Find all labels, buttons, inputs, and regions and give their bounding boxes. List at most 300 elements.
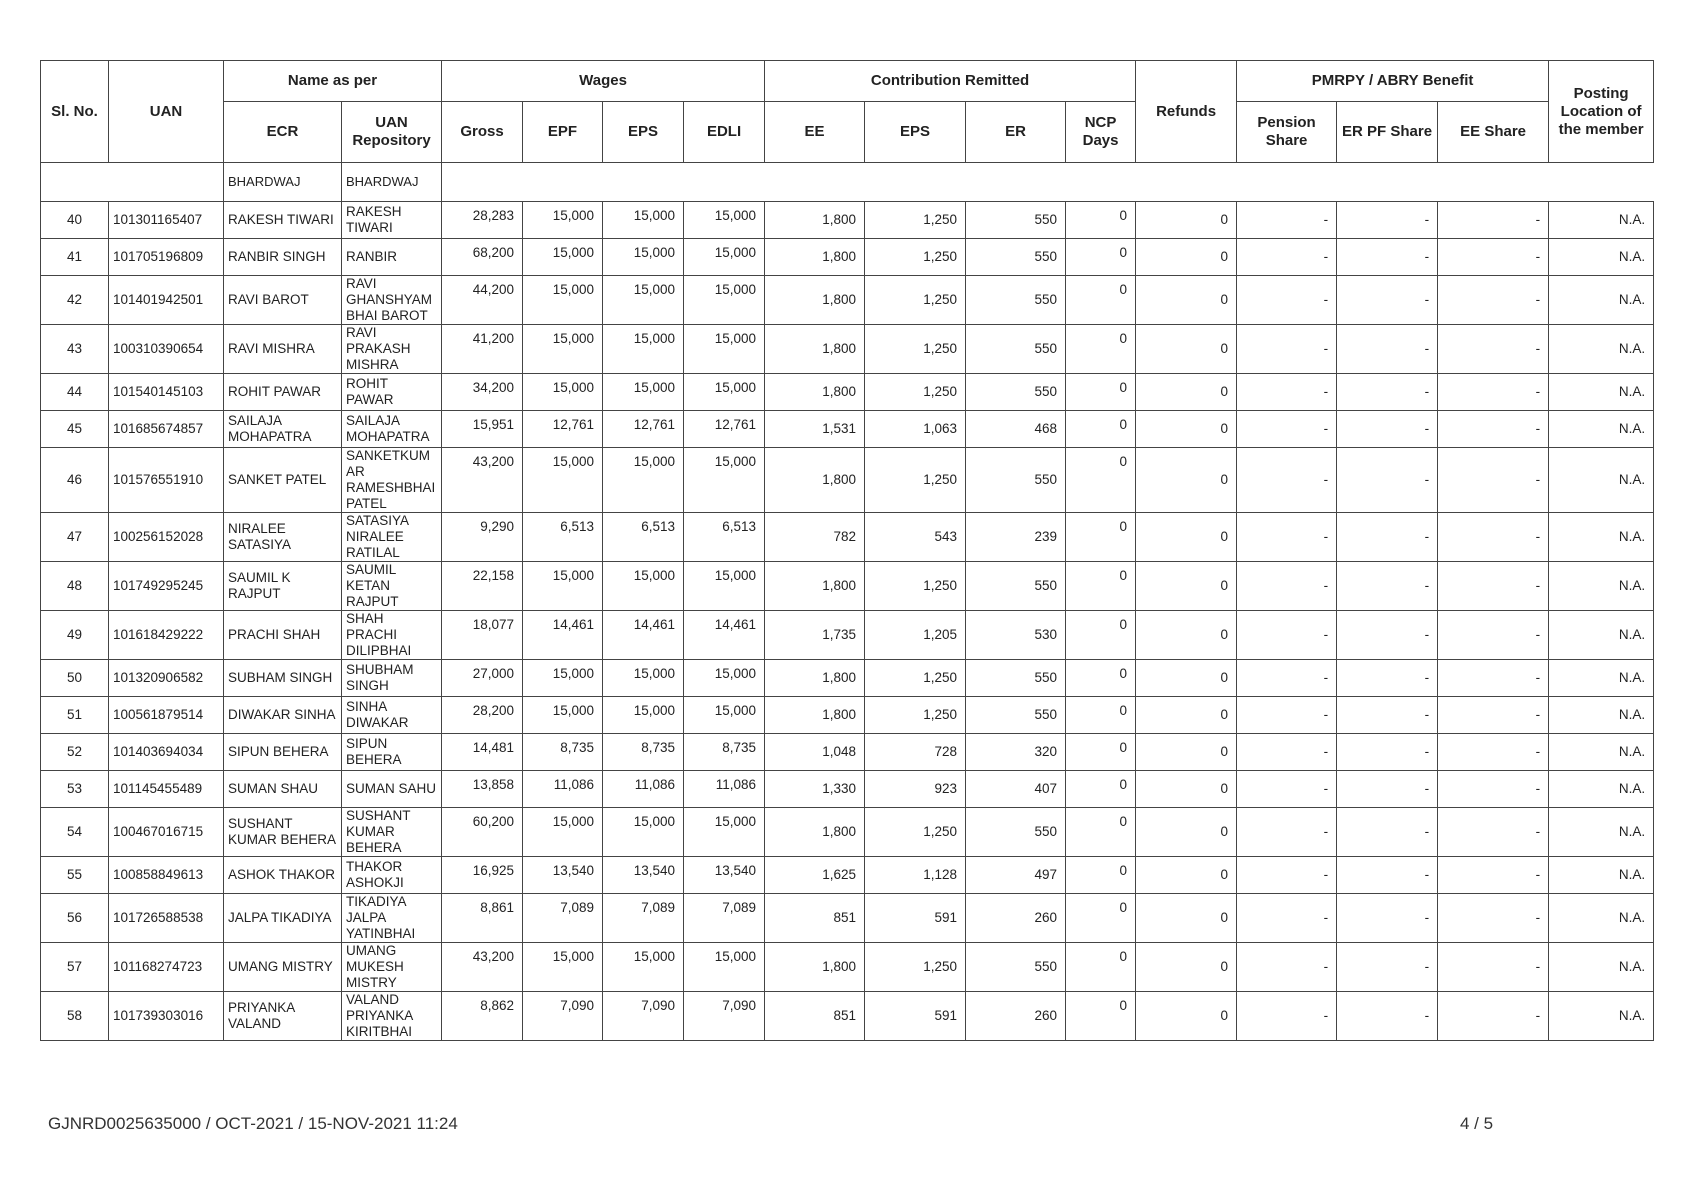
cell-eps-contribution: 591 [865, 894, 966, 943]
cell-ncp-days: 0 [1066, 448, 1136, 513]
cell-er: 550 [966, 943, 1066, 992]
cell-ecr-name: SANKET PATEL [224, 448, 342, 513]
cell-pension-share: - [1237, 448, 1337, 513]
cell-epf: 15,000 [523, 943, 603, 992]
cell-uan: 101726588538 [109, 894, 224, 943]
cell-posting-location: N.A. [1549, 374, 1654, 411]
cell-ee: 1,800 [765, 202, 865, 239]
cell-sl-no: 42 [41, 276, 109, 325]
cell-er: 550 [966, 697, 1066, 734]
cell-refunds: 0 [1136, 660, 1237, 697]
cell-er: 239 [966, 513, 1066, 562]
cell-uan: 101168274723 [109, 943, 224, 992]
cell-eps: 15,000 [603, 239, 684, 276]
cell-ee-share: - [1438, 992, 1549, 1041]
cell-edli: 14,461 [684, 611, 765, 660]
cell-refunds: 0 [1136, 697, 1237, 734]
cell-sl-no: 54 [41, 808, 109, 857]
cell-sl-no: 55 [41, 857, 109, 894]
cell-er-pf-share: - [1337, 894, 1438, 943]
cell-er-pf-share: - [1337, 276, 1438, 325]
cell-ncp-days: 0 [1066, 202, 1136, 239]
cell-pension-share: - [1237, 894, 1337, 943]
cell-refunds: 0 [1136, 894, 1237, 943]
cell-er: 550 [966, 660, 1066, 697]
header-ee-share: EE Share [1438, 102, 1549, 163]
cell-ee-share: - [1438, 697, 1549, 734]
cell-gross: 15,951 [442, 411, 523, 448]
cell-sl-no: 50 [41, 660, 109, 697]
cell-uan: 101540145103 [109, 374, 224, 411]
cell-er-pf-share: - [1337, 411, 1438, 448]
cell-ncp-days: 0 [1066, 992, 1136, 1041]
table-row [41, 239, 1654, 276]
cell-er: 550 [966, 448, 1066, 513]
cell-gross: 14,481 [442, 734, 523, 771]
cell-ee-share: - [1438, 734, 1549, 771]
cell-ee-share: - [1438, 411, 1549, 448]
cell-uan: 101401942501 [109, 276, 224, 325]
cell-epf: 15,000 [523, 325, 603, 374]
cell-eps: 15,000 [603, 943, 684, 992]
cell-refunds: 0 [1136, 611, 1237, 660]
cell-gross: 8,862 [442, 992, 523, 1041]
cell-er-pf-share: - [1337, 697, 1438, 734]
cell-ee: 1,800 [765, 374, 865, 411]
header-pension-share: Pension Share [1237, 102, 1337, 163]
carryover-ecr-name: BHARDWAJ [224, 163, 342, 202]
table-row [41, 202, 1654, 239]
cell-ecr-name: JALPA TIKADIYA [224, 894, 342, 943]
cell-eps-contribution: 1,250 [865, 239, 966, 276]
footer-reference: GJNRD0025635000 / OCT-2021 / 15-NOV-2021 11:24 [48, 1114, 458, 1133]
cell-eps-contribution: 1,063 [865, 411, 966, 448]
cell-edli: 15,000 [684, 325, 765, 374]
cell-edli: 7,089 [684, 894, 765, 943]
cell-ecr-name: NIRALEE SATASIYA [224, 513, 342, 562]
cell-epf: 15,000 [523, 660, 603, 697]
cell-uan-repo-name: SATASIYA NIRALEE RATILAL [342, 513, 442, 562]
cell-pension-share: - [1237, 943, 1337, 992]
cell-gross: 68,200 [442, 239, 523, 276]
cell-er-pf-share: - [1337, 202, 1438, 239]
header-er-pf-share: ER PF Share [1337, 102, 1438, 163]
cell-posting-location: N.A. [1549, 697, 1654, 734]
header-wages: Wages [442, 61, 765, 102]
cell-ee-share: - [1438, 202, 1549, 239]
cell-ee-share: - [1438, 448, 1549, 513]
cell-eps: 13,540 [603, 857, 684, 894]
cell-eps-contribution: 1,250 [865, 325, 966, 374]
cell-epf: 13,540 [523, 857, 603, 894]
carryover-empty [41, 163, 109, 202]
cell-ecr-name: SAILAJA MOHAPATRA [224, 411, 342, 448]
cell-er-pf-share: - [1337, 325, 1438, 374]
cell-refunds: 0 [1136, 411, 1237, 448]
cell-ncp-days: 0 [1066, 734, 1136, 771]
cell-pension-share: - [1237, 325, 1337, 374]
cell-epf: 7,089 [523, 894, 603, 943]
cell-ee: 1,800 [765, 943, 865, 992]
cell-epf: 7,090 [523, 992, 603, 1041]
cell-ee-share: - [1438, 943, 1549, 992]
cell-epf: 14,461 [523, 611, 603, 660]
cell-refunds: 0 [1136, 325, 1237, 374]
cell-pension-share: - [1237, 734, 1337, 771]
table-row [41, 325, 1654, 374]
cell-eps: 15,000 [603, 325, 684, 374]
cell-uan: 101705196809 [109, 239, 224, 276]
cell-sl-no: 44 [41, 374, 109, 411]
cell-posting-location: N.A. [1549, 611, 1654, 660]
cell-posting-location: N.A. [1549, 276, 1654, 325]
cell-ecr-name: ROHIT PAWAR [224, 374, 342, 411]
cell-posting-location: N.A. [1549, 239, 1654, 276]
cell-ee: 1,330 [765, 771, 865, 808]
cell-ncp-days: 0 [1066, 562, 1136, 611]
cell-pension-share: - [1237, 611, 1337, 660]
cell-edli: 7,090 [684, 992, 765, 1041]
header-eps-contribution: EPS [865, 102, 966, 163]
header-ncp-days: NCP Days [1066, 102, 1136, 163]
cell-ecr-name: RAVI MISHRA [224, 325, 342, 374]
cell-edli: 15,000 [684, 239, 765, 276]
cell-er-pf-share: - [1337, 562, 1438, 611]
table-row [41, 411, 1654, 448]
cell-pension-share: - [1237, 239, 1337, 276]
cell-er: 320 [966, 734, 1066, 771]
cell-posting-location: N.A. [1549, 448, 1654, 513]
cell-eps: 15,000 [603, 697, 684, 734]
cell-posting-location: N.A. [1549, 894, 1654, 943]
cell-gross: 8,861 [442, 894, 523, 943]
carryover-uan-repo-name: BHARDWAJ [342, 163, 442, 202]
carryover-empty [109, 163, 224, 202]
cell-eps: 8,735 [603, 734, 684, 771]
cell-uan: 100256152028 [109, 513, 224, 562]
cell-er: 260 [966, 992, 1066, 1041]
cell-eps-contribution: 591 [865, 992, 966, 1041]
cell-epf: 15,000 [523, 202, 603, 239]
cell-eps: 7,090 [603, 992, 684, 1041]
cell-ee-share: - [1438, 239, 1549, 276]
cell-ncp-days: 0 [1066, 894, 1136, 943]
cell-uan-repo-name: THAKOR ASHOKJI [342, 857, 442, 894]
cell-uan-repo-name: SAUMIL KETAN RAJPUT [342, 562, 442, 611]
cell-refunds: 0 [1136, 448, 1237, 513]
cell-ee: 1,625 [765, 857, 865, 894]
cell-eps: 7,089 [603, 894, 684, 943]
cell-ncp-days: 0 [1066, 857, 1136, 894]
table-row [41, 697, 1654, 734]
cell-ee-share: - [1438, 660, 1549, 697]
cell-eps-contribution: 1,250 [865, 448, 966, 513]
header-sl-no: Sl. No. [41, 61, 109, 163]
cell-er-pf-share: - [1337, 611, 1438, 660]
table-row [41, 808, 1654, 857]
cell-gross: 9,290 [442, 513, 523, 562]
cell-uan-repo-name: SANKETKUM AR RAMESHBHAI PATEL [342, 448, 442, 513]
cell-eps: 15,000 [603, 660, 684, 697]
cell-uan-repo-name: RAVI GHANSHYAM BHAI BAROT [342, 276, 442, 325]
cell-pension-share: - [1237, 374, 1337, 411]
cell-uan: 100310390654 [109, 325, 224, 374]
cell-edli: 15,000 [684, 202, 765, 239]
cell-refunds: 0 [1136, 513, 1237, 562]
cell-posting-location: N.A. [1549, 202, 1654, 239]
cell-ee-share: - [1438, 857, 1549, 894]
cell-ecr-name: DIWAKAR SINHA [224, 697, 342, 734]
cell-ee: 1,800 [765, 325, 865, 374]
cell-ee: 851 [765, 894, 865, 943]
cell-eps-contribution: 1,205 [865, 611, 966, 660]
table-row [41, 857, 1654, 894]
header-gross: Gross [442, 102, 523, 163]
cell-pension-share: - [1237, 808, 1337, 857]
header-contribution-remitted: Contribution Remitted [765, 61, 1136, 102]
cell-gross: 13,858 [442, 771, 523, 808]
cell-uan-repo-name: SHAH PRACHI DILIPBHAI [342, 611, 442, 660]
cell-refunds: 0 [1136, 239, 1237, 276]
cell-pension-share: - [1237, 697, 1337, 734]
cell-er-pf-share: - [1337, 992, 1438, 1041]
cell-eps: 11,086 [603, 771, 684, 808]
cell-refunds: 0 [1136, 276, 1237, 325]
cell-gross: 60,200 [442, 808, 523, 857]
cell-ncp-days: 0 [1066, 513, 1136, 562]
cell-edli: 15,000 [684, 808, 765, 857]
cell-posting-location: N.A. [1549, 808, 1654, 857]
cell-ncp-days: 0 [1066, 808, 1136, 857]
cell-ncp-days: 0 [1066, 697, 1136, 734]
cell-eps-contribution: 1,128 [865, 857, 966, 894]
table-row [41, 943, 1654, 992]
table-row [41, 734, 1654, 771]
cell-refunds: 0 [1136, 771, 1237, 808]
header-edli: EDLI [684, 102, 765, 163]
cell-pension-share: - [1237, 857, 1337, 894]
cell-ecr-name: PRIYANKA VALAND [224, 992, 342, 1041]
cell-uan: 100467016715 [109, 808, 224, 857]
cell-sl-no: 56 [41, 894, 109, 943]
cell-sl-no: 51 [41, 697, 109, 734]
cell-er: 550 [966, 808, 1066, 857]
cell-uan: 101749295245 [109, 562, 224, 611]
cell-eps-contribution: 1,250 [865, 808, 966, 857]
cell-ee: 851 [765, 992, 865, 1041]
cell-uan-repo-name: SINHA DIWAKAR [342, 697, 442, 734]
cell-edli: 15,000 [684, 276, 765, 325]
cell-er: 530 [966, 611, 1066, 660]
cell-uan: 101301165407 [109, 202, 224, 239]
carryover-row [41, 163, 1654, 202]
header-ecr: ECR [224, 102, 342, 163]
table-row [41, 611, 1654, 660]
cell-ecr-name: SUBHAM SINGH [224, 660, 342, 697]
cell-pension-share: - [1237, 562, 1337, 611]
cell-er: 550 [966, 562, 1066, 611]
cell-sl-no: 43 [41, 325, 109, 374]
header-eps: EPS [603, 102, 684, 163]
cell-eps-contribution: 923 [865, 771, 966, 808]
cell-er: 407 [966, 771, 1066, 808]
cell-eps: 15,000 [603, 202, 684, 239]
cell-ee: 1,800 [765, 239, 865, 276]
cell-uan-repo-name: SUSHANT KUMAR BEHERA [342, 808, 442, 857]
cell-posting-location: N.A. [1549, 734, 1654, 771]
cell-edli: 15,000 [684, 562, 765, 611]
header-uan-repository: UAN Repository [342, 102, 442, 163]
cell-ncp-days: 0 [1066, 611, 1136, 660]
table-row [41, 771, 1654, 808]
cell-sl-no: 46 [41, 448, 109, 513]
cell-eps: 15,000 [603, 374, 684, 411]
cell-eps-contribution: 1,250 [865, 943, 966, 992]
cell-eps-contribution: 1,250 [865, 562, 966, 611]
cell-sl-no: 47 [41, 513, 109, 562]
cell-eps: 14,461 [603, 611, 684, 660]
cell-eps-contribution: 728 [865, 734, 966, 771]
table-row [41, 660, 1654, 697]
cell-edli: 11,086 [684, 771, 765, 808]
cell-ecr-name: SUSHANT KUMAR BEHERA [224, 808, 342, 857]
cell-refunds: 0 [1136, 943, 1237, 992]
header-name-as-per: Name as per [224, 61, 442, 102]
cell-epf: 11,086 [523, 771, 603, 808]
cell-pension-share: - [1237, 411, 1337, 448]
cell-epf: 15,000 [523, 276, 603, 325]
cell-er-pf-share: - [1337, 943, 1438, 992]
cell-eps-contribution: 1,250 [865, 202, 966, 239]
cell-eps-contribution: 1,250 [865, 660, 966, 697]
header-pmrpy-abry: PMRPY / ABRY Benefit [1237, 61, 1549, 102]
cell-uan: 101403694034 [109, 734, 224, 771]
cell-ecr-name: RANBIR SINGH [224, 239, 342, 276]
cell-gross: 16,925 [442, 857, 523, 894]
cell-ee-share: - [1438, 374, 1549, 411]
cell-epf: 15,000 [523, 448, 603, 513]
cell-ncp-days: 0 [1066, 276, 1136, 325]
table-row [41, 894, 1654, 943]
cell-pension-share: - [1237, 202, 1337, 239]
cell-sl-no: 58 [41, 992, 109, 1041]
cell-er: 468 [966, 411, 1066, 448]
cell-ee-share: - [1438, 611, 1549, 660]
cell-gross: 43,200 [442, 943, 523, 992]
cell-gross: 18,077 [442, 611, 523, 660]
cell-uan: 101576551910 [109, 448, 224, 513]
cell-eps: 6,513 [603, 513, 684, 562]
cell-eps-contribution: 1,250 [865, 276, 966, 325]
cell-sl-no: 48 [41, 562, 109, 611]
cell-uan-repo-name: TIKADIYA JALPA YATINBHAI [342, 894, 442, 943]
cell-uan: 101145455489 [109, 771, 224, 808]
cell-ncp-days: 0 [1066, 660, 1136, 697]
cell-eps-contribution: 1,250 [865, 374, 966, 411]
cell-pension-share: - [1237, 992, 1337, 1041]
cell-pension-share: - [1237, 276, 1337, 325]
cell-ee-share: - [1438, 808, 1549, 857]
cell-ee-share: - [1438, 276, 1549, 325]
cell-eps: 15,000 [603, 808, 684, 857]
cell-er: 550 [966, 374, 1066, 411]
cell-ncp-days: 0 [1066, 239, 1136, 276]
cell-uan: 101739303016 [109, 992, 224, 1041]
cell-edli: 15,000 [684, 448, 765, 513]
cell-edli: 6,513 [684, 513, 765, 562]
cell-uan: 100561879514 [109, 697, 224, 734]
cell-ncp-days: 0 [1066, 374, 1136, 411]
cell-ee-share: - [1438, 513, 1549, 562]
cell-edli: 12,761 [684, 411, 765, 448]
cell-uan: 101685674857 [109, 411, 224, 448]
cell-eps: 15,000 [603, 448, 684, 513]
cell-epf: 15,000 [523, 562, 603, 611]
cell-er: 550 [966, 202, 1066, 239]
carryover-empty [442, 163, 1654, 202]
cell-ee: 1,800 [765, 808, 865, 857]
cell-sl-no: 57 [41, 943, 109, 992]
cell-sl-no: 45 [41, 411, 109, 448]
cell-pension-share: - [1237, 513, 1337, 562]
header-refunds: Refunds [1136, 61, 1237, 163]
cell-posting-location: N.A. [1549, 325, 1654, 374]
cell-gross: 34,200 [442, 374, 523, 411]
cell-uan: 100858849613 [109, 857, 224, 894]
ecr-statement-table [40, 60, 1654, 1041]
cell-epf: 15,000 [523, 239, 603, 276]
cell-epf: 15,000 [523, 374, 603, 411]
cell-er-pf-share: - [1337, 771, 1438, 808]
cell-ee-share: - [1438, 325, 1549, 374]
cell-ecr-name: RAVI BAROT [224, 276, 342, 325]
cell-er: 260 [966, 894, 1066, 943]
header-posting-location: Posting Location of the member [1549, 61, 1654, 163]
cell-epf: 12,761 [523, 411, 603, 448]
cell-uan-repo-name: RAVI PRAKASH MISHRA [342, 325, 442, 374]
cell-er-pf-share: - [1337, 513, 1438, 562]
cell-uan-repo-name: SHUBHAM SINGH [342, 660, 442, 697]
cell-refunds: 0 [1136, 202, 1237, 239]
table-row [41, 374, 1654, 411]
cell-edli: 15,000 [684, 697, 765, 734]
cell-edli: 8,735 [684, 734, 765, 771]
cell-gross: 43,200 [442, 448, 523, 513]
cell-ee: 782 [765, 513, 865, 562]
cell-ecr-name: RAKESH TIWARI [224, 202, 342, 239]
cell-ee: 1,048 [765, 734, 865, 771]
cell-posting-location: N.A. [1549, 857, 1654, 894]
cell-ee: 1,800 [765, 448, 865, 513]
cell-ee-share: - [1438, 894, 1549, 943]
cell-ee-share: - [1438, 562, 1549, 611]
table-body [41, 163, 1654, 1041]
cell-uan-repo-name: RAKESH TIWARI [342, 202, 442, 239]
cell-gross: 28,200 [442, 697, 523, 734]
cell-pension-share: - [1237, 660, 1337, 697]
table-row [41, 992, 1654, 1041]
cell-sl-no: 41 [41, 239, 109, 276]
cell-uan-repo-name: UMANG MUKESH MISTRY [342, 943, 442, 992]
cell-epf: 15,000 [523, 697, 603, 734]
cell-gross: 22,158 [442, 562, 523, 611]
cell-refunds: 0 [1136, 562, 1237, 611]
cell-sl-no: 49 [41, 611, 109, 660]
cell-epf: 8,735 [523, 734, 603, 771]
cell-gross: 44,200 [442, 276, 523, 325]
cell-uan-repo-name: RANBIR [342, 239, 442, 276]
cell-ee-share: - [1438, 771, 1549, 808]
